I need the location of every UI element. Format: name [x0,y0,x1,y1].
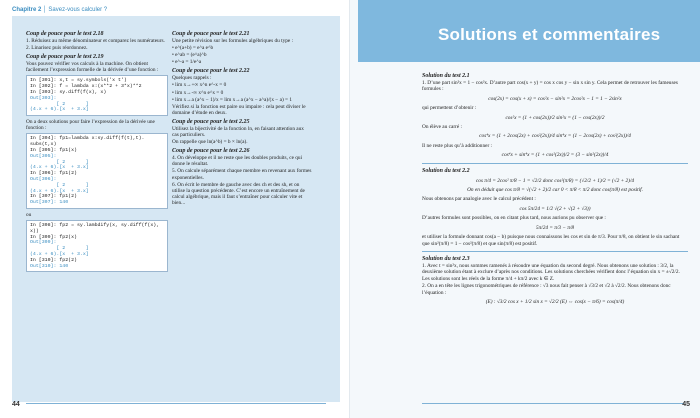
hint-heading: Coup de pouce pour le test 2.19 [26,54,104,61]
equation: cos π/4 = 2cos² π/8 − 1 = √2/2 donc cos²(π/8) = (√2/2 + 1)/2 = (√2 + 2)/4 [475,177,635,184]
formula-item: • e^ab = (e^a)^b [172,52,207,59]
code-output: (4.x + 6).[x + 3.x] [30,165,89,171]
formula-item: • lim x→a (a^x − 1)/x = lim x→a (a^x − a^a)/(x − a) = 1 [172,96,293,103]
equation: (E) : √3/2 cos x + 1/2 sin x = √2/2 (E) ⇔ cos(x − π/6) = cos(π/4) [485,298,625,305]
code-output: Out[306]: [30,176,57,182]
hint-heading: Coup de pouce pour le test 2.21 [172,31,250,37]
code-line: In [310]: fp2(2) [30,257,77,263]
equation: On en déduit que cos π/8 = √(√2 + 2)/2 car 0 < π/8 < π/2 donc cos(π/8) est positif. [467,187,643,194]
code-line: In [306]: fp1(2) [30,171,77,177]
hint-text: On rappelle que ln(a^b) = b × ln(a). [172,139,248,146]
code-output: (4.x + 6).[x + 3.x] [30,188,89,194]
hint-heading: Coup de pouce pour le test 2.25 [172,118,250,125]
solution-text: 2. On a en tête les lignes trigonométriques de référence : √3 nous fait penser à √3/2 et √2 à √2/2. Nous obtenons donc l’équation : [422,283,671,296]
footer-rule [26,403,326,404]
formula-item: • e^-a = 1/e^a [172,59,202,66]
section-banner [358,0,700,62]
chapter-number: Chapitre 2 [12,7,42,13]
code-line: In [308]: fp2 = sy.lambdify(x, sy.diff(f(x), [30,223,160,228]
equation: cos(2x) = cos(x + x) = cos²x − sin²x = 2cos²x − 1 = 1 − 2sin²x [488,95,622,102]
solution-heading: Solution du test 2.3 [422,251,688,263]
code-output: (4.x + 6).[x + 3.x] [30,251,89,257]
equation: 5π/24 = π/3 − π/8 [535,224,575,231]
code-output: Out[307]: 140 [30,200,69,206]
code-line: In [303]: sy.diff(f(x), x) [30,89,107,95]
solution-text: D’autres formules sont possibles, on en citant plus tard, nous aurions pu observer que : [422,215,606,222]
code-output: Out[310]: 140 [30,263,69,269]
solution-text: Nous obtenons par analogie avec le calcul précédent : [422,196,536,203]
code-output: [ 2 ] [30,101,89,107]
formula-item: • lim x→+∞ x^n e^-x = 0 [172,82,227,89]
solution-text: On élève au carré : [422,124,462,131]
code-line: In [307]: fp1(2) [30,194,77,200]
code-line: In [305]: fp1(x) [30,147,77,153]
right-page [350,0,700,418]
chapter-title: │ Savez-vous calculer ? [41,7,108,13]
equation: cos²x = (1 + cos(2x))/2 sin²x = (1 − cos(2x))/2 [505,114,605,121]
code-output: (4.x + 6).[x + 3.x] [30,107,89,113]
chapter-header [12,7,107,13]
hint-text: 4. On développe et il ne reste que les doubles produits, ce qui donne le résultat. [172,155,303,168]
code-block [26,133,168,209]
page-number-right: 45 [682,401,690,408]
hint-column-1 [26,28,168,275]
hint-text: Vérifiez si la fonction est paire ou impaire : cela peut diviser le domaine d’étude en deux. [172,103,306,116]
page-number-left: 44 [12,401,20,408]
code-block [26,220,168,272]
code-output: [ 2 ] [30,246,89,252]
equation: cos⁴x + sin⁴x = (1 + cos²(2x))/2 = (3 − sin²(2x))/4 [501,152,609,159]
code-output: [ 2 ] [30,159,89,165]
solution-heading: Solution du test 2.2 [422,163,688,175]
formula-item: • lim x→-∞ x^n e^x = 0 [172,89,224,96]
hint-text: 5. On calcule séparément chaque membre en revenant aux formes exponentielles. [172,168,312,181]
solution-text: 1. Avec t = sin²x, nous sommes ramenés à résoudre une équation du second degré. Nous obtenons une solution : 3/2, la deuxième solution étant à exclure d’après nos conditions. Les solutions cherchées vérifient donc l’équation sin x = ±√2/2. Les solutions sont les réels de la forme π/4 + kπ/2 avec k ∈ Z. [422,262,680,282]
equation: cos 5π/24 = 1/2 √(2 + √(2 + √3)) [519,205,591,212]
code-line: x)) [30,228,39,234]
code-line: subs(t,x) [30,142,57,148]
solution-text: Il ne reste plus qu’à additionner : [422,142,493,149]
formula-item: • e^(a+b) = e^a e^b [172,45,214,52]
hint-column-2 [172,28,312,207]
footer-rule [422,403,684,404]
hint-heading: Coup de pouce pour le test 2.22 [172,68,250,75]
hint-text: Une petite révision sur les formules algébriques du type : [172,38,294,44]
code-output: Out[305]: [30,153,57,159]
solutions-column [422,72,688,308]
code-line: In [304]: fp1=lambda x:sy.diff(f(t),t). [30,136,145,142]
code-output: Out[309]: [30,240,57,246]
code-line: In [301]: x,t = sy.symbols('x t') [30,78,127,84]
hint-heading: Coup de pouce pour le test 2.26 [172,148,250,155]
code-output: [ 2 ] [30,182,89,188]
hint-text: ou [26,211,32,218]
banner-title: Solutions et commentaires [438,25,661,44]
hint-heading: Coup de pouce pour le test 2.18 [26,31,104,37]
solution-text: 1. D’une part sin²x = 1 − cos²x. D’autre part cos(x + y) = cos x cos y − sin x sin y. Cela permet de retrouver les fameuses formules : [422,80,678,93]
solution-text: et utiliser la formule donnant cos(a − b) puisque nous connaissons les cos et sin de π/3. Pour π/8, on obtient le sin sachant que sin²(π/8) = 1 − cos²(π/8) et que sin(π/8) est positif. [422,234,680,247]
code-line: In [309]: fp2(x) [30,234,77,240]
hint-text: 2. Linarisez puis réordonnez. [26,45,88,52]
code-output: Out[303]: [30,95,57,101]
hint-text: Quelques rappels : [172,75,212,82]
code-line: In [302]: f = lambda x:(x**2 + 3*x)**2 [30,84,142,90]
equation: cos⁴x = (1 + 2cos(2x) + cos²(2x))/4 sin⁴x = (1 − 2cos(2x) + cos²(2x))/4 [479,133,631,140]
hint-text: 6. On écrit le membre de gauche avec des ch et des sh, et on utilise la question précédente. C’est encore un entraînement de calcul algébrique, mais il faut s’entraîner pour calculer vite et bien... [172,181,305,206]
solution-heading: Solution du test 2.1 [422,73,470,79]
hint-text: Utilisez la bijectivité de la fonction ln, en faisant attention aux cas particuliers. [172,125,304,139]
solution-text: qui permettent d’obtenir : [422,105,477,112]
hint-text: On a deux solutions pour faire l’expression de la dérivée une fonction : [26,119,155,132]
code-block [26,75,168,116]
hint-text: Vous pouvez vérifier vos calculs à la machine. On obtient facilement l’expression formelle de la dérivée d’une fonction : [26,61,159,74]
hint-text: 1. Réduisez au même dénominateur et comparez les numérateurs. [26,38,165,44]
